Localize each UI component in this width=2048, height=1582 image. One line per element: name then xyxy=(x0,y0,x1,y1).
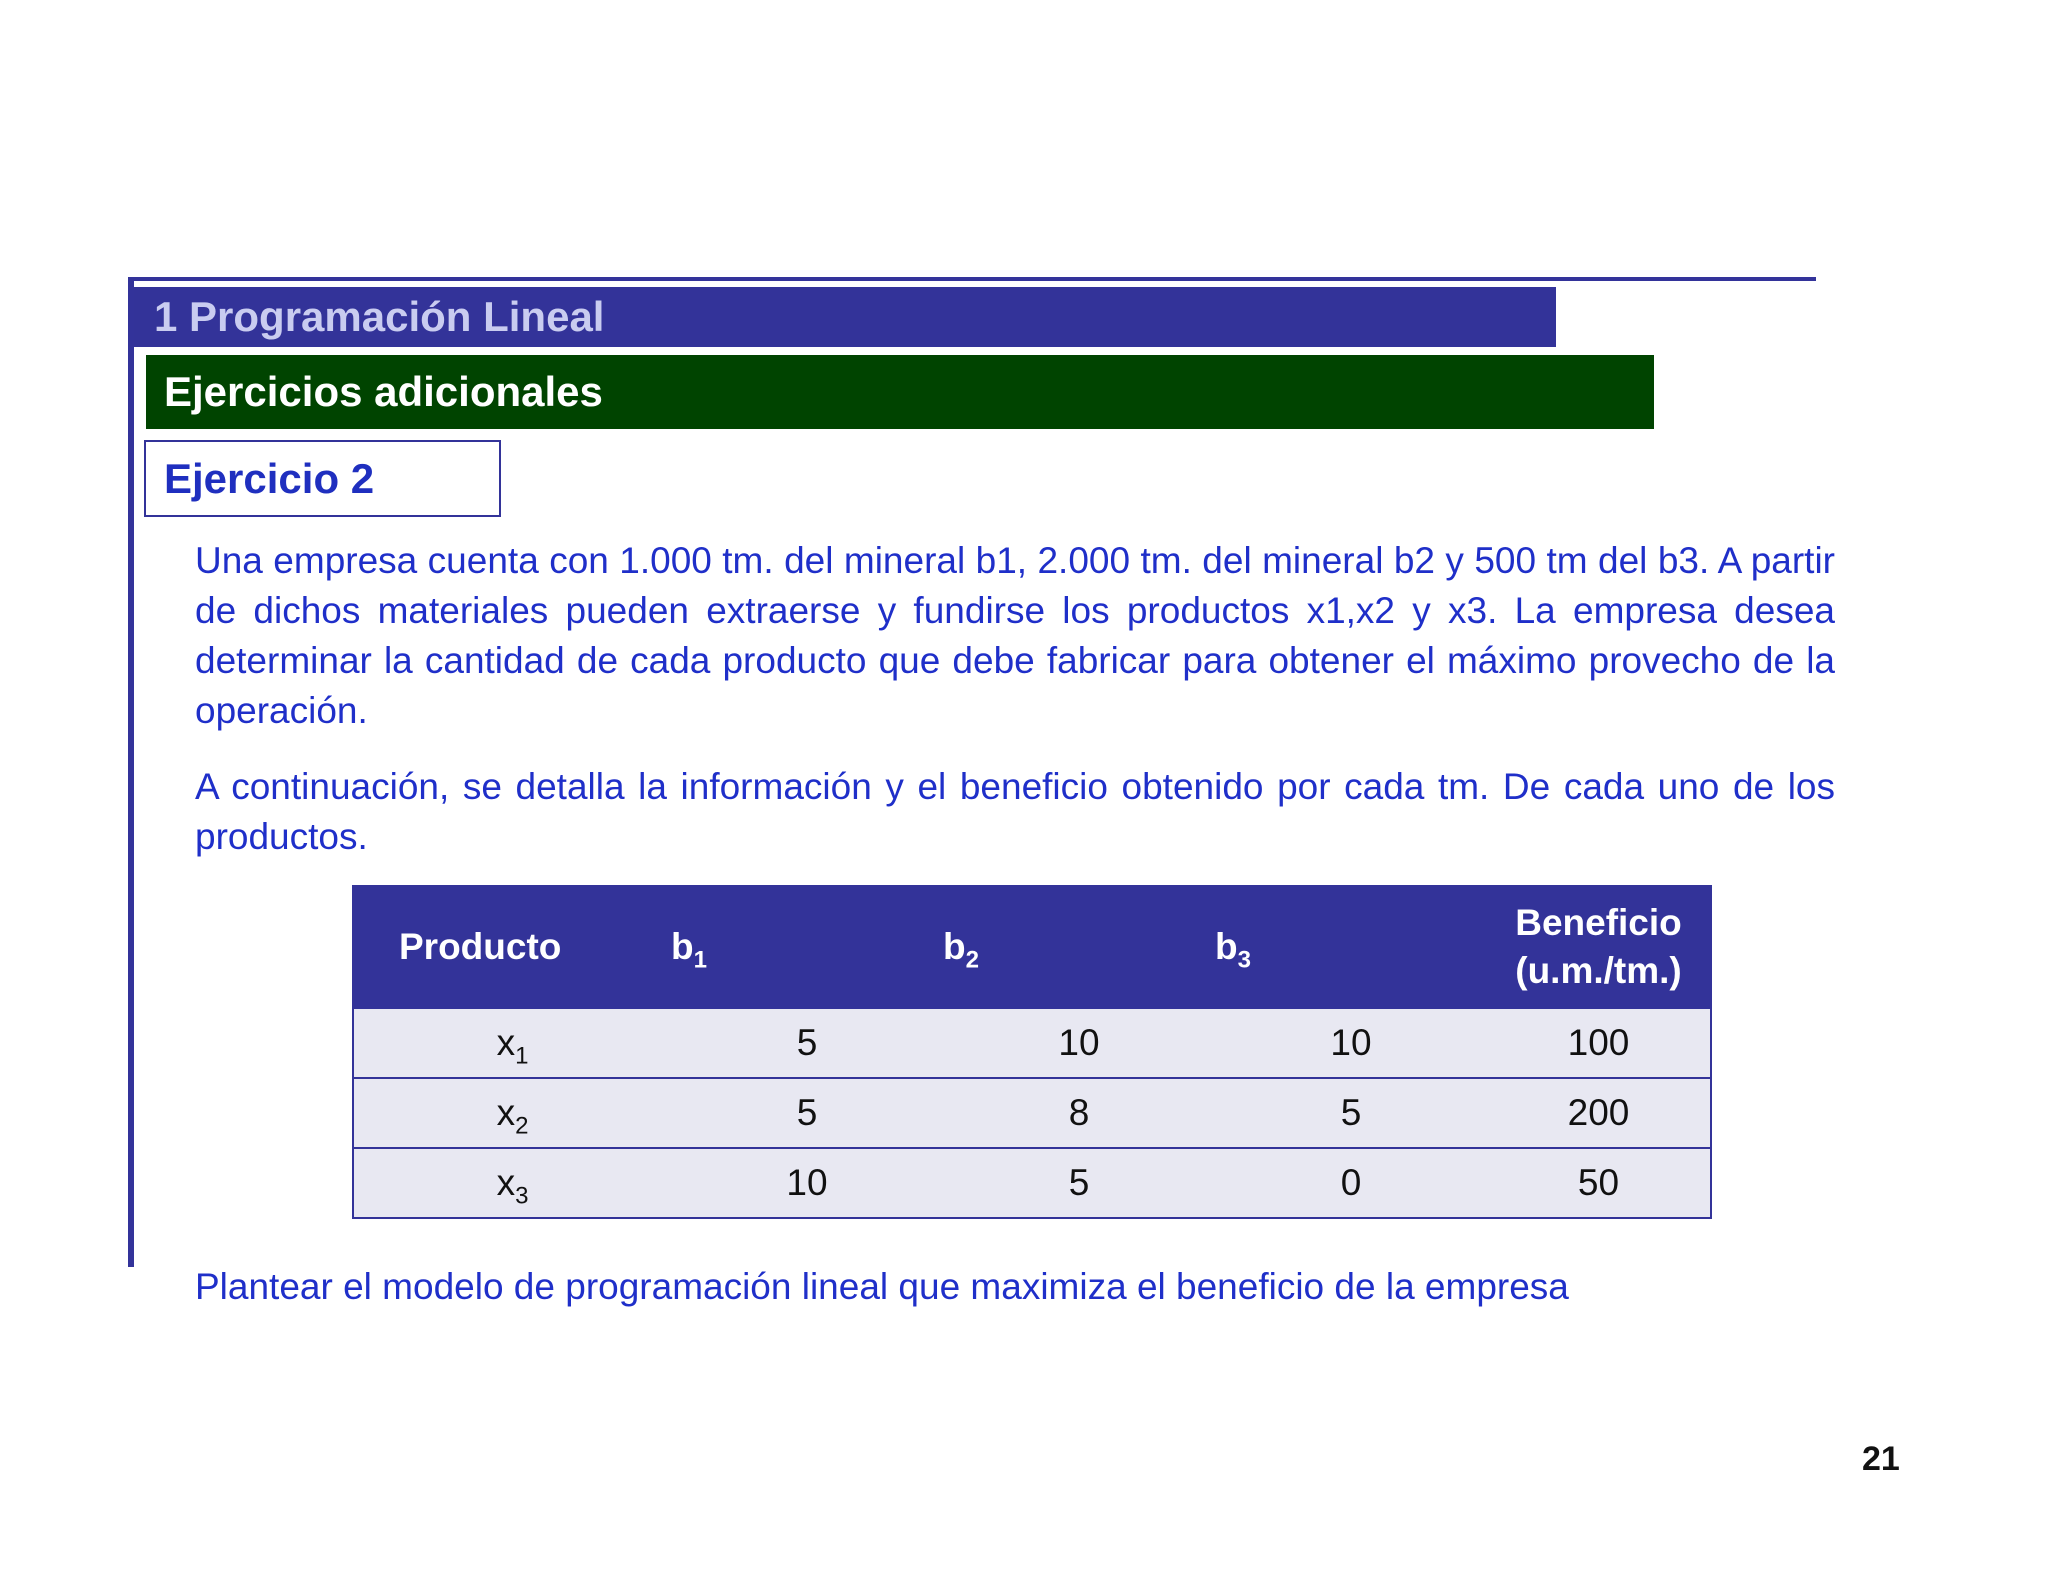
header-benefit-line1: Beneficio xyxy=(1515,902,1682,943)
cell-product: $x_1$ xyxy=(353,1008,671,1078)
problem-paragraph-2: A continuación, se detalla la información y el beneficio obtenido por cada tm. De cada uno de los productos. xyxy=(195,766,1835,857)
cell-b1: 5 xyxy=(671,1078,943,1148)
header-b1-sub: 1 xyxy=(693,946,707,974)
header-b1-base: b xyxy=(671,926,694,967)
table-row xyxy=(353,1078,1711,1148)
cell-b3: 5 xyxy=(1215,1078,1487,1148)
cell-b1: 5 xyxy=(671,1008,943,1078)
cell-b3: 0 xyxy=(1215,1148,1487,1218)
cell-product: $x_2$ xyxy=(353,1078,671,1148)
page-number: 21 xyxy=(1862,1440,1900,1478)
exercise-label: Ejercicio 2 xyxy=(144,440,501,517)
header-b2 xyxy=(943,886,1215,1008)
header-product: Producto xyxy=(353,886,671,1008)
cell-benefit: 200 xyxy=(1487,1078,1711,1148)
cell-benefit: 100 xyxy=(1487,1008,1711,1078)
top-rule-left xyxy=(128,277,622,281)
top-rule xyxy=(490,277,1816,281)
table-header-row xyxy=(353,886,1711,1008)
header-b2-base: b xyxy=(943,926,966,967)
table-row xyxy=(353,1148,1711,1218)
header-b1 xyxy=(671,886,943,1008)
left-rule xyxy=(128,277,134,1267)
cell-benefit: 50 xyxy=(1487,1148,1711,1218)
problem-paragraph-3: Plantear el modelo de programación lineal que maximiza el beneficio de la empresa xyxy=(195,1266,1569,1307)
subsection-title: Ejercicios adicionales xyxy=(146,355,1654,429)
header-b3 xyxy=(1215,886,1487,1008)
cell-b3: 10 xyxy=(1215,1008,1487,1078)
table-row xyxy=(353,1008,1711,1078)
header-benefit-line2: (u.m./tm.) xyxy=(1515,950,1682,991)
header-b3-sub: 3 xyxy=(1237,946,1251,974)
problem-paragraph-1: Una empresa cuenta con 1.000 tm. del mineral b1, 2.000 tm. del mineral b2 y 500 tm del b3. A partir de dichos materiales pueden extraerse y fundirse los productos x1,x2 y x3. La empresa desea determinar la cantidad de cada producto que debe fabricar para obtener el máximo provecho de la operación. xyxy=(195,540,1835,731)
cell-b2: 10 xyxy=(943,1008,1215,1078)
cell-b2: 8 xyxy=(943,1078,1215,1148)
data-table xyxy=(352,885,1712,1219)
section-title: 1 Programación Lineal xyxy=(134,287,1556,347)
cell-b2: 5 xyxy=(943,1148,1215,1218)
header-b3-base: b xyxy=(1215,926,1238,967)
cell-product: $x_3$ xyxy=(353,1148,671,1218)
cell-b1: 10 xyxy=(671,1148,943,1218)
header-b2-sub: 2 xyxy=(965,946,979,974)
header-benefit xyxy=(1487,886,1711,1008)
